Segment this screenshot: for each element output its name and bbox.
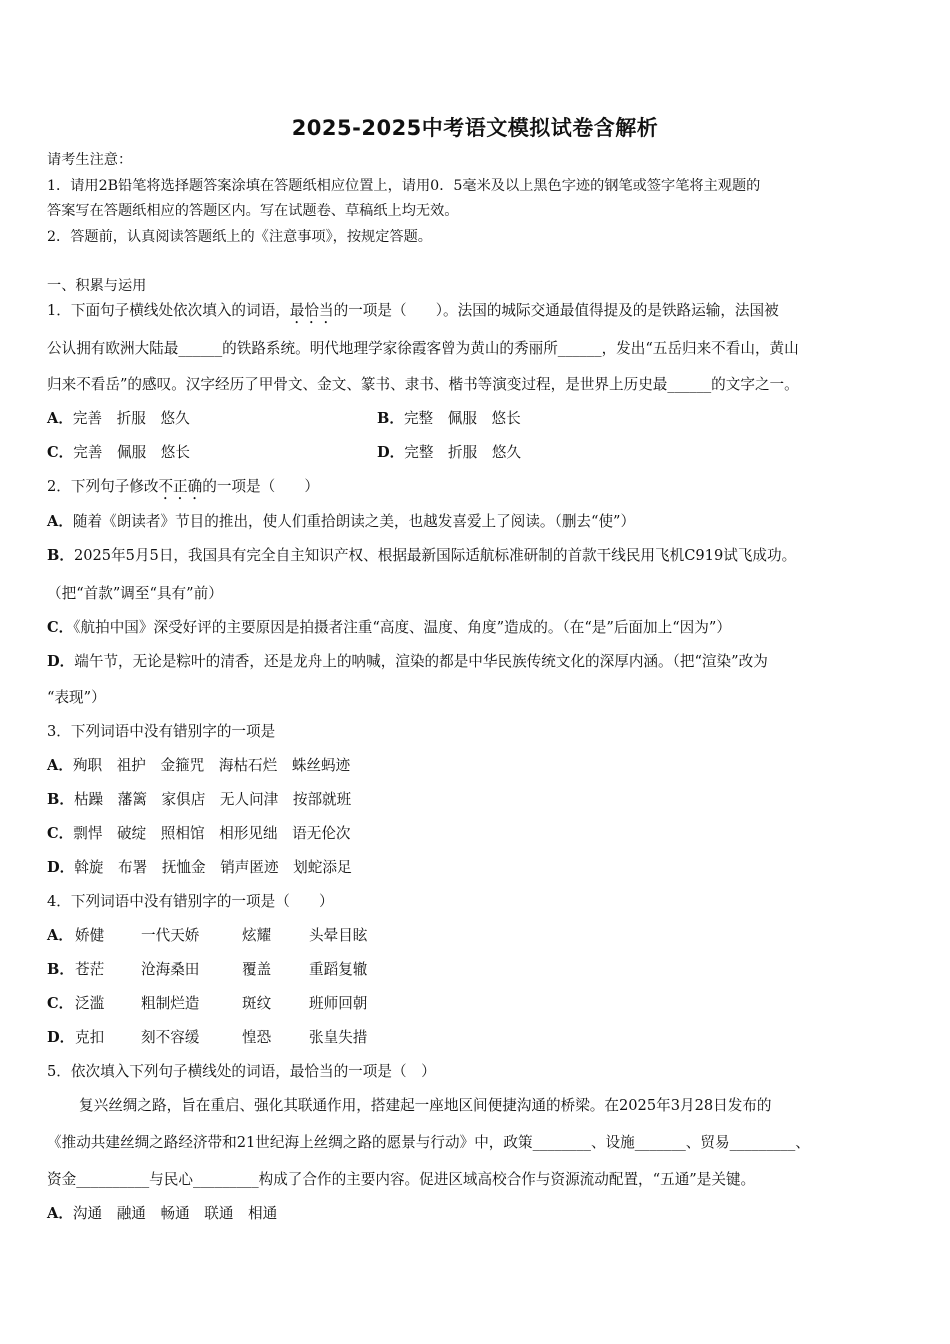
option-c xyxy=(47,824,351,844)
question-3-stem: 3．下列词语中没有错别字的一项是 xyxy=(47,723,276,740)
option-c xyxy=(47,443,190,463)
option-label: B． xyxy=(47,961,74,978)
option-b xyxy=(47,960,74,980)
stem-text: 的一项是（ ） xyxy=(202,478,320,495)
option-label: B． xyxy=(47,547,74,564)
option-word: 张皇失措 xyxy=(309,1029,368,1046)
notice-heading: 请考生注意： xyxy=(47,152,133,168)
option-d xyxy=(47,1028,74,1048)
option-text: 沟通 融通 畅通 联通 相通 xyxy=(72,1205,278,1222)
option-word: 头晕目眩 xyxy=(309,927,368,944)
option-c xyxy=(47,994,73,1014)
option-label: A． xyxy=(47,513,73,530)
question-5-passage: 资金__________与民心_________构成了合作的主要内容。促进区域高校合作与资源流动配置，“五通”是关键。 xyxy=(47,1171,756,1188)
option-word: 一代天娇 xyxy=(141,927,200,944)
question-1-line: 公认拥有欧洲大陆最______的铁路系统。明代地理学家徐霞客曾为黄山的秀丽所______，发出“五岳归来不看山，黄山 xyxy=(47,340,799,357)
option-c xyxy=(47,618,731,638)
section-heading: 一、积累与运用 xyxy=(47,278,147,294)
question-5-passage: 复兴丝绸之路，旨在重启、强化其联通作用，搭建起一座地区间便捷沟通的桥梁。在2025年3月28日发布的 xyxy=(79,1097,772,1114)
option-b-continued: （把“首款”调至“具有”前） xyxy=(47,585,223,602)
option-a xyxy=(47,1204,277,1224)
option-text: 随着《朗读者》节目的推出，使人们重拾朗读之美，也越发喜爱上了阅读。（删去“使”） xyxy=(72,513,636,530)
option-text: 完整 折服 悠久 xyxy=(404,444,522,461)
option-d xyxy=(47,858,352,878)
option-text: 端午节，无论是粽叶的清香，还是龙舟上的呐喊，渲染的都是中华民族传统文化的深厚内涵。（把“渲染”改为 xyxy=(74,653,768,670)
option-d xyxy=(377,443,521,463)
stem-text: 1．下面句子横线处依次填入的词语， xyxy=(47,302,290,319)
option-b xyxy=(377,409,521,429)
option-label: D． xyxy=(47,653,75,670)
option-word: 班师回朝 xyxy=(309,995,368,1012)
emphasis-text: 最恰当 xyxy=(289,302,334,319)
question-1-stem xyxy=(47,301,779,327)
option-b xyxy=(47,790,351,810)
option-word: 苍茫 xyxy=(75,961,105,978)
question-4-stem: 4．下列词语中没有错别字的一项是（ ） xyxy=(47,893,334,910)
option-text: 剽悍 破绽 照相馆 相形见绌 语无伦次 xyxy=(73,825,351,842)
option-text: 斡旋 布署 抚恤金 销声匿迹 划蛇添足 xyxy=(74,859,352,876)
option-text: 完整 佩服 悠长 xyxy=(403,410,521,427)
option-text: 2025年5月5日，我国具有完全自主知识产权、根据最新国际适航标准研制的首款干线民用飞机C919试飞成功。 xyxy=(73,547,797,564)
notice-item: 答案写在答题纸相应的答题区内。写在试题卷、草稿纸上均无效。 xyxy=(47,203,459,219)
option-d-continued: “表现”） xyxy=(47,689,106,706)
option-word: 娇健 xyxy=(75,927,105,944)
option-label: C． xyxy=(47,825,74,842)
question-5-passage: 《推动共建丝绸之路经济带和21世纪海上丝绸之路的愿景与行动》中，政策________、设施_______、贸易_________、 xyxy=(47,1134,810,1151)
option-word: 炫耀 xyxy=(242,927,272,944)
option-word: 沧海桑田 xyxy=(141,961,200,978)
stem-text: 2．下列句子修改 xyxy=(47,478,159,495)
option-label: D． xyxy=(47,859,75,876)
option-text: 《航拍中国》深受好评的主要原因是拍摄者注重“高度、温度、角度”造成的。（在“是”后面加上“因为”） xyxy=(73,619,731,636)
question-2-stem xyxy=(47,477,319,503)
option-label: A． xyxy=(47,927,73,944)
option-label: A． xyxy=(47,410,73,427)
option-word: 粗制烂造 xyxy=(141,995,200,1012)
option-word: 覆盖 xyxy=(242,961,272,978)
option-label: C． xyxy=(47,444,74,461)
option-a xyxy=(47,926,73,946)
option-label: D． xyxy=(47,1029,75,1046)
option-word: 克扣 xyxy=(75,1029,105,1046)
option-word: 泛滥 xyxy=(75,995,105,1012)
option-text: 完善 折服 悠久 xyxy=(72,410,190,427)
option-a xyxy=(47,409,190,429)
page-title: 2025-2025中考语文模拟试卷含解析 xyxy=(291,116,659,140)
option-text: 殉职 祖护 金箍咒 海枯石烂 蛛丝蚂迹 xyxy=(72,757,351,774)
option-a xyxy=(47,512,635,532)
option-word: 惶恐 xyxy=(242,1029,272,1046)
question-5-stem: 5．依次填入下列句子横线处的词语，最恰当的一项是（ ） xyxy=(47,1063,436,1080)
notice-item: 2．答题前，认真阅读答题纸上的《注意事项》，按规定答题。 xyxy=(47,229,432,245)
option-text: 完善 佩服 悠长 xyxy=(73,444,190,461)
option-a xyxy=(47,756,350,776)
option-label: C． xyxy=(47,995,74,1012)
emphasis-text: 不正确 xyxy=(158,478,203,495)
option-word: 重蹈复辙 xyxy=(309,961,368,978)
option-b xyxy=(47,546,796,566)
notice-item: 1．请用2B铅笔将选择题答案涂填在答题纸相应位置上，请用0．5毫米及以上黑色字迹的钢笔或签字笔将主观题的 xyxy=(47,178,761,194)
stem-text: 的一项是（ ）。法国的城际交通最值得提及的是铁路运输，法国被 xyxy=(333,302,779,319)
question-1-line: 归来不看岳”的感叹。汉字经历了甲骨文、金文、篆书、隶书、楷书等演变过程，是世界上历史最______的文字之一。 xyxy=(47,376,799,393)
option-word: 刻不容缓 xyxy=(141,1029,200,1046)
option-label: B． xyxy=(47,791,74,808)
option-label: A． xyxy=(47,1205,73,1222)
option-label: D． xyxy=(377,444,405,461)
option-label: B． xyxy=(377,410,404,427)
option-label: C． xyxy=(47,619,74,636)
option-label: A． xyxy=(47,757,73,774)
option-text: 枯躁 藩篱 家俱店 无人问津 按部就班 xyxy=(73,791,352,808)
option-word: 斑纹 xyxy=(242,995,272,1012)
option-d xyxy=(47,652,768,672)
